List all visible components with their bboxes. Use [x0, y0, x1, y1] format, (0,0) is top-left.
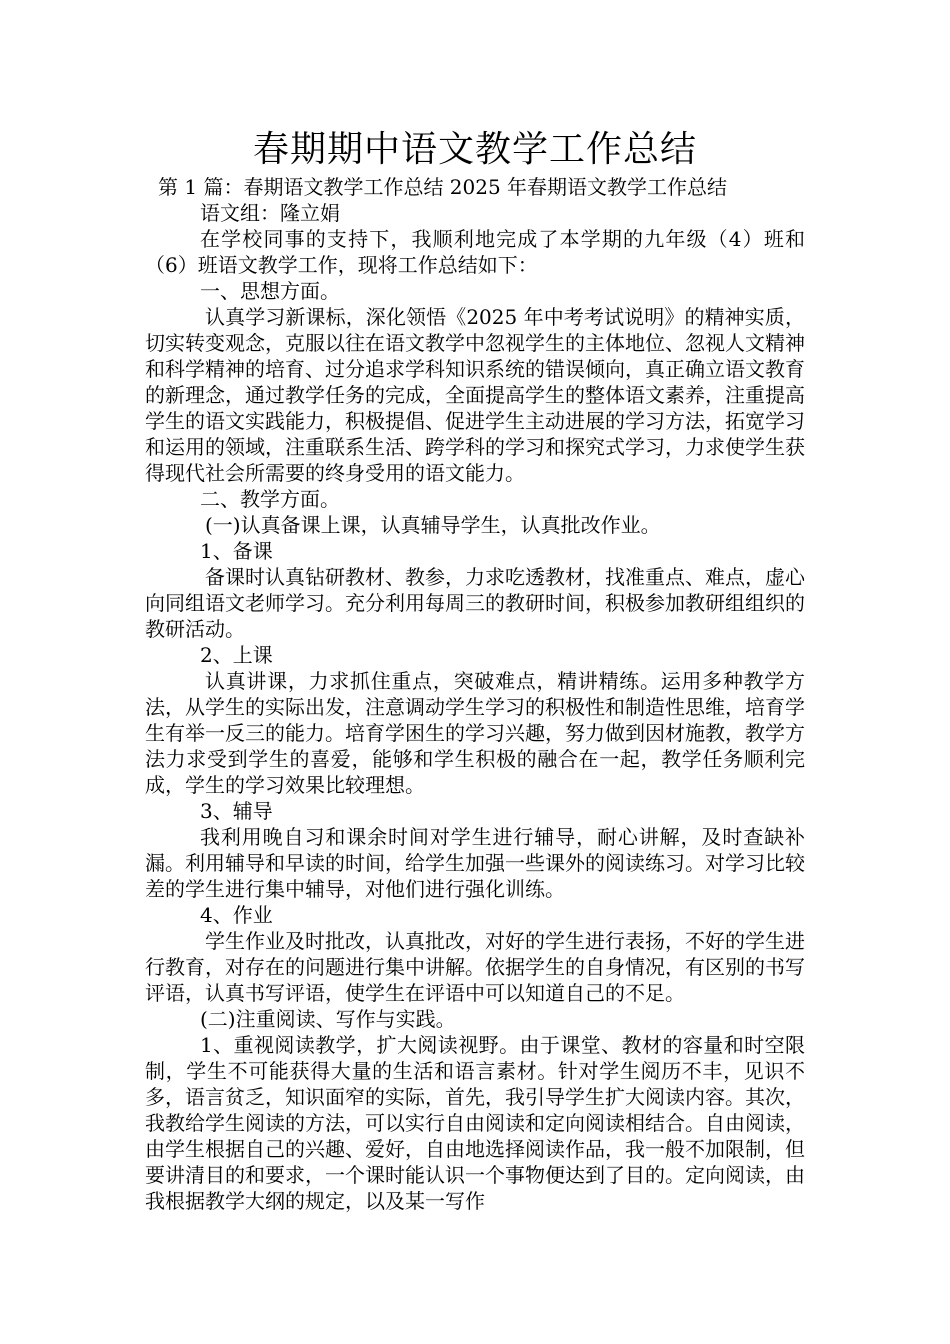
paragraph: 1、重视阅读教学，扩大阅读视野。由于课堂、教材的容量和时空限制，学生不可能获得大量的生活和语言素材。针对学生阅历不丰，见识不多，语言贫乏，知识面窄的实际，首先，我引导学生扩大阅读内容。其次，我教给学生阅读的方法，可以实行自由阅读和定向阅读相结合。自由阅读，由学生根据自己的兴趣、爱好，自由地选择阅读作品，我一般不加限制，但要讲清目的和要求，一个课时能认识一个事物便达到了目的。定向阅读，由我根据教学大纲的规定，以及某一写作 [145, 1033, 805, 1213]
page-title: 春期期中语文教学工作总结 [252, 129, 697, 170]
paragraph: 2、上课 [200, 643, 273, 667]
paragraph: 1、备课 [200, 539, 273, 563]
paragraph: 我利用晚自习和课余时间对学生进行辅导，耐心讲解，及时查缺补漏。利用辅导和早读的时间，给学生加强一些课外的阅读练习。对学习比较差的学生进行集中辅导，对他们进行强化训练。 [145, 825, 805, 901]
paragraph: 4、作业 [200, 903, 273, 927]
paragraph: 认真讲课，力求抓住重点，突破难点，精讲精练。运用多种教学方法，从学生的实际出发，注意调动学生学习的积极性和制造性思维，培育学生有举一反三的能力。培育学困生的学习兴趣，努力做到因材施教，教学方法力求受到学生的喜爱，能够和学生积极的融合在一起，教学任务顺利完成，学生的学习效果比较理想。 [145, 669, 805, 797]
paragraph: 一、思想方面。 [200, 279, 340, 303]
document-body [145, 200, 805, 1214]
paragraph: 认真学习新课标，深化领悟《2025 年中考考试说明》的精神实质，切实转变观念，克服以往在语文教学中忽视学生的主体地位、忽视人文精神和科学精神的培育、过分追求学科知识系统的错误倾向，真正确立语文教育的新理念，通过教学任务的完成，全面提高学生的整体语文素养，注重提高学生的语文实践能力，积极提倡、促进学生主动进展的学习方法，拓宽学习和运用的领域，注重联系生活、跨学科的学习和探究式学习，力求使学生获得现代社会所需要的终身受用的语文能力。 [145, 305, 805, 485]
paragraph: 备课时认真钻研教材、教参，力求吃透教材，找准重点、难点，虚心向同组语文老师学习。充分利用每周三的教研时间，积极参加教研组组织的教研活动。 [145, 565, 805, 641]
paragraph: 在学校同事的支持下，我顺利地完成了本学期的九年级（4）班和（6）班语文教学工作，现将工作总结如下： [145, 227, 805, 277]
paragraph: 学生作业及时批改，认真批改，对好的学生进行表扬，不好的学生进行教育，对存在的问题进行集中讲解。依据学生的自身情况，有区别的书写评语，认真书写评语，使学生在评语中可以知道自己的不足。 [145, 929, 805, 1005]
paragraph: (二)注重阅读、写作与实践。 [200, 1007, 456, 1031]
paragraph: 二、教学方面。 [200, 487, 340, 511]
paragraph: 3、辅导 [200, 799, 273, 823]
paragraph: (一)认真备课上课，认真辅导学生，认真批改作业。 [205, 513, 661, 537]
paragraph: 语文组：隆立娟 [200, 201, 340, 225]
document-subtitle: 第 1 篇：春期语文教学工作总结 2025 年春期语文教学工作总结 [158, 175, 728, 199]
